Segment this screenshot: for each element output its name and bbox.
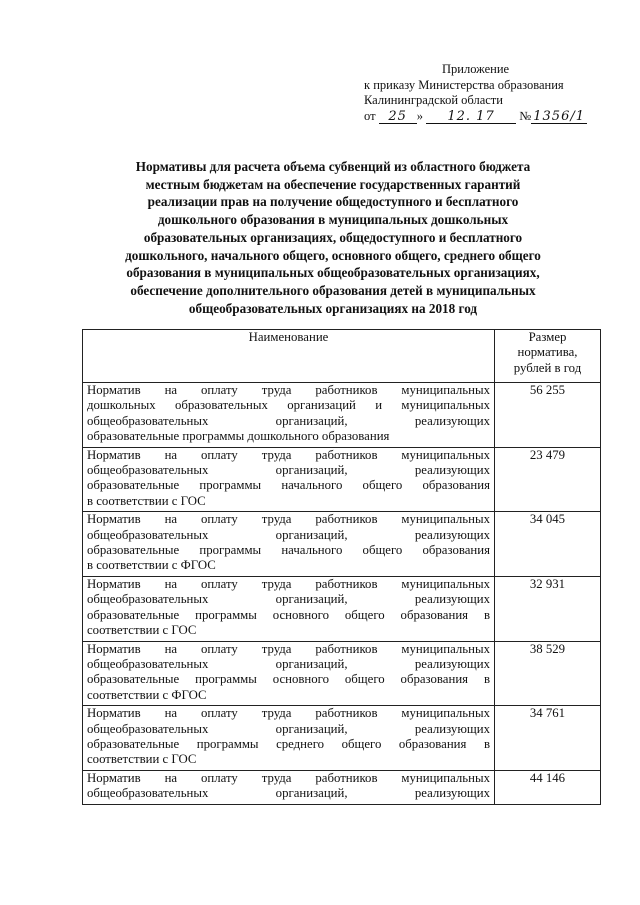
table-row bbox=[83, 383, 601, 448]
norm-value-cell: 44 146 bbox=[495, 770, 601, 804]
norm-name-line: в соответствии с ГОС bbox=[87, 493, 206, 508]
heading-line: обеспечение дополнительного образования детей в муниципальных bbox=[130, 282, 536, 298]
heading-line: образования в муниципальных общеобразовательных организациях, bbox=[126, 265, 540, 281]
table-row bbox=[83, 770, 601, 804]
norm-value-cell: 38 529 bbox=[495, 641, 601, 706]
column-header-size-line: норматива, bbox=[517, 345, 578, 360]
table-row bbox=[83, 576, 601, 641]
handwritten-day: 25 bbox=[379, 110, 417, 124]
norm-name-line: образовательные программы основного общего образования в bbox=[87, 607, 490, 622]
column-header-size-line: рублей в год bbox=[513, 360, 582, 375]
handwritten-month-year: 12. 17 bbox=[426, 110, 516, 124]
norm-value-cell: 23 479 bbox=[495, 447, 601, 512]
norm-name-line: Норматив на оплату труда работников муниципальных bbox=[87, 576, 490, 591]
norm-name-cell bbox=[83, 641, 495, 706]
table-row bbox=[83, 706, 601, 771]
norm-name-line: общеобразовательных организаций, реализующих bbox=[87, 463, 490, 478]
document-heading bbox=[88, 158, 578, 317]
norm-value-cell: 34 045 bbox=[495, 512, 601, 577]
norm-name-line: общеобразовательных организаций, реализующих bbox=[87, 413, 490, 428]
date-quote: » bbox=[416, 108, 423, 123]
appendix-date-number-line bbox=[364, 109, 614, 125]
norm-name-line: общеобразовательных организаций, реализующих bbox=[87, 527, 490, 542]
appendix-title: Приложение bbox=[442, 62, 510, 76]
norm-name-cell bbox=[83, 512, 495, 577]
norm-name-line: образовательные программы дошкольного образования bbox=[87, 429, 390, 444]
norm-name-line: общеобразовательных организаций, реализующих bbox=[87, 656, 490, 671]
table-body bbox=[83, 383, 601, 805]
norms-table bbox=[82, 329, 601, 805]
norm-name-line: образовательные программы начального общего образования bbox=[87, 543, 490, 558]
column-header-size-line: Размер bbox=[528, 330, 567, 344]
column-header-name: Наименование bbox=[83, 330, 495, 383]
norm-name-cell bbox=[83, 770, 495, 804]
heading-line: дошкольного, начального общего, основного общего, среднего общего bbox=[125, 247, 541, 263]
norm-name-line: в соответствии с ФГОС bbox=[87, 558, 216, 573]
norm-name-line: образовательные программы начального общего образования bbox=[87, 478, 490, 493]
norm-name-cell bbox=[83, 706, 495, 771]
appendix-region-line: Калининградской области bbox=[364, 93, 503, 107]
norm-name-line: образовательные программы среднего общего образования в bbox=[87, 736, 490, 751]
table-row bbox=[83, 512, 601, 577]
norm-name-line: соответствии с ГОС bbox=[87, 752, 197, 767]
handwritten-order-number: 1356/1 bbox=[531, 110, 587, 124]
appendix-block bbox=[364, 62, 614, 124]
table-row bbox=[83, 447, 601, 512]
table-header-row bbox=[83, 330, 601, 383]
norm-name-line: соответствии с ГОС bbox=[87, 623, 197, 638]
norm-name-line: Норматив на оплату труда работников муниципальных bbox=[87, 770, 490, 785]
norm-name-line: образовательные программы основного общего образования в bbox=[87, 672, 490, 687]
norm-name-line: Норматив на оплату труда работников муниципальных bbox=[87, 641, 490, 656]
norm-name-line: Норматив на оплату труда работников муниципальных bbox=[87, 383, 490, 397]
norm-name-line: Норматив на оплату труда работников муниципальных bbox=[87, 512, 490, 527]
norm-value-cell: 34 761 bbox=[495, 706, 601, 771]
heading-line: местным бюджетам на обеспечение государственных гарантий bbox=[145, 176, 521, 192]
heading-line: Нормативы для расчета объема субвенций из областного бюджета bbox=[135, 159, 531, 174]
column-header-size bbox=[495, 330, 601, 383]
norm-name-line: общеобразовательных организаций, реализующих bbox=[87, 786, 490, 801]
number-label: № bbox=[519, 108, 532, 123]
heading-line: дошкольного образования в муниципальных дошкольных bbox=[157, 212, 509, 228]
norm-name-cell bbox=[83, 576, 495, 641]
norm-value-cell: 32 931 bbox=[495, 576, 601, 641]
heading-line: общеобразовательных организациях на 2018 год bbox=[188, 300, 478, 316]
norm-name-line: дошкольных образовательных организаций и муниципальных bbox=[87, 398, 490, 413]
heading-line: реализации прав на получение общедоступного и бесплатного bbox=[147, 194, 519, 210]
norm-name-line: Норматив на оплату труда работников муниципальных bbox=[87, 447, 490, 462]
norm-name-line: соответствии с ФГОС bbox=[87, 687, 207, 702]
norm-name-line: общеобразовательных организаций, реализующих bbox=[87, 592, 490, 607]
heading-line: образовательных организациях, общедоступного и бесплатного bbox=[143, 229, 523, 245]
norm-name-line: общеобразовательных организаций, реализующих bbox=[87, 721, 490, 736]
norm-name-line: Норматив на оплату труда работников муниципальных bbox=[87, 706, 490, 721]
norm-value-cell: 56 255 bbox=[495, 383, 601, 448]
norm-name-cell bbox=[83, 447, 495, 512]
appendix-order-line: к приказу Министерства образования bbox=[364, 77, 564, 92]
table-row bbox=[83, 641, 601, 706]
date-prefix: от bbox=[364, 108, 376, 123]
norm-name-cell bbox=[83, 383, 495, 448]
